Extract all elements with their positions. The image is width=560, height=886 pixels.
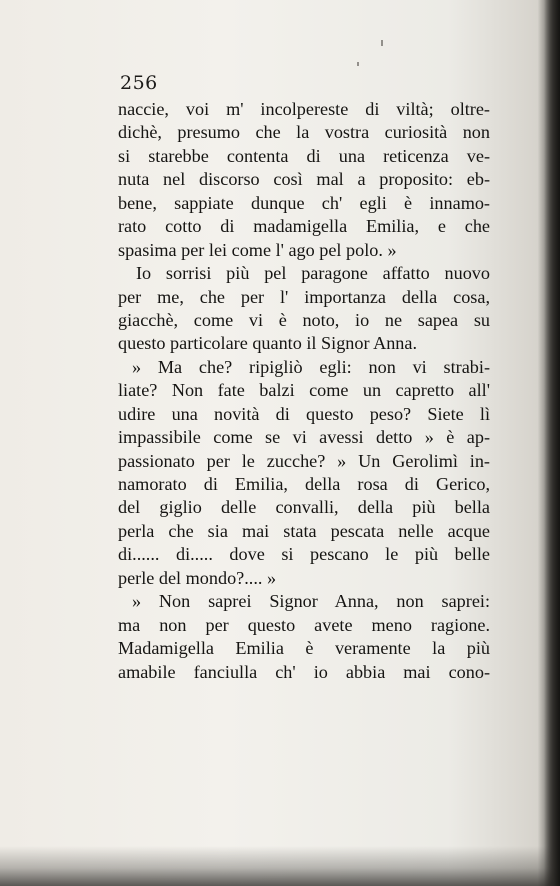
text-line: naccie, voi m' incolpereste di viltà; oltre- bbox=[118, 99, 490, 119]
page-number: 256 bbox=[120, 72, 158, 94]
text-line: passionato per le zucche? » Un Gerolimì in- bbox=[118, 450, 490, 471]
text-line: amabile fanciulla ch' io abbia mai cono- bbox=[118, 661, 490, 682]
text-line: rato cotto di madamigella Emilia, e che bbox=[118, 216, 490, 237]
text-line: » Non saprei Signor Anna, non saprei: bbox=[132, 591, 490, 612]
text-line: » Ma che? ripigliò egli: non vi strabi- bbox=[132, 356, 490, 377]
text-line: spasima per lei come l' ago pel polo. » bbox=[118, 239, 397, 260]
page-binding-edge bbox=[544, 0, 560, 886]
text-line: nuta nel discorso così mal a proposito: eb- bbox=[118, 169, 490, 190]
text-line: si starebbe contenta di una reticenza ve- bbox=[118, 145, 490, 166]
page-bottom-shadow bbox=[0, 846, 560, 886]
text-line: impassibile come se vi avessi detto » è ap- bbox=[118, 427, 490, 448]
text-line: questo particolare quanto il Signor Anna. bbox=[118, 333, 418, 354]
ink-speck bbox=[381, 40, 383, 46]
text-line: perle del mondo?.... » bbox=[118, 567, 277, 588]
text-line: udire una novità di questo peso? Siete lì bbox=[118, 403, 490, 424]
text-line: perla che sia mai stata pescata nelle acque bbox=[118, 520, 490, 541]
text-line: liate? Non fate balzi come un capretto all' bbox=[118, 380, 490, 401]
text-line: per me, che per l' importanza della cosa, bbox=[118, 286, 490, 307]
text-line: giacchè, come vi è noto, io ne sapea su bbox=[118, 309, 490, 330]
body-text bbox=[118, 98, 490, 684]
text-line: Io sorrisi più pel paragone affatto nuovo bbox=[136, 263, 490, 284]
text-line: del giglio delle convalli, della più bella bbox=[118, 497, 490, 518]
ink-speck bbox=[357, 62, 359, 66]
text-line: dichè, presumo che la vostra curiosità non bbox=[118, 122, 490, 143]
text-line: bene, sappiate dunque ch' egli è innamo- bbox=[118, 192, 490, 213]
text-line: Madamigella Emilia è veramente la più bbox=[118, 638, 490, 659]
text-line: ma non per questo avete meno ragione. bbox=[118, 614, 490, 635]
text-line: di...... di..... dove si pescano le più belle bbox=[118, 544, 490, 565]
text-line: namorato di Emilia, della rosa di Gerico, bbox=[118, 474, 490, 494]
